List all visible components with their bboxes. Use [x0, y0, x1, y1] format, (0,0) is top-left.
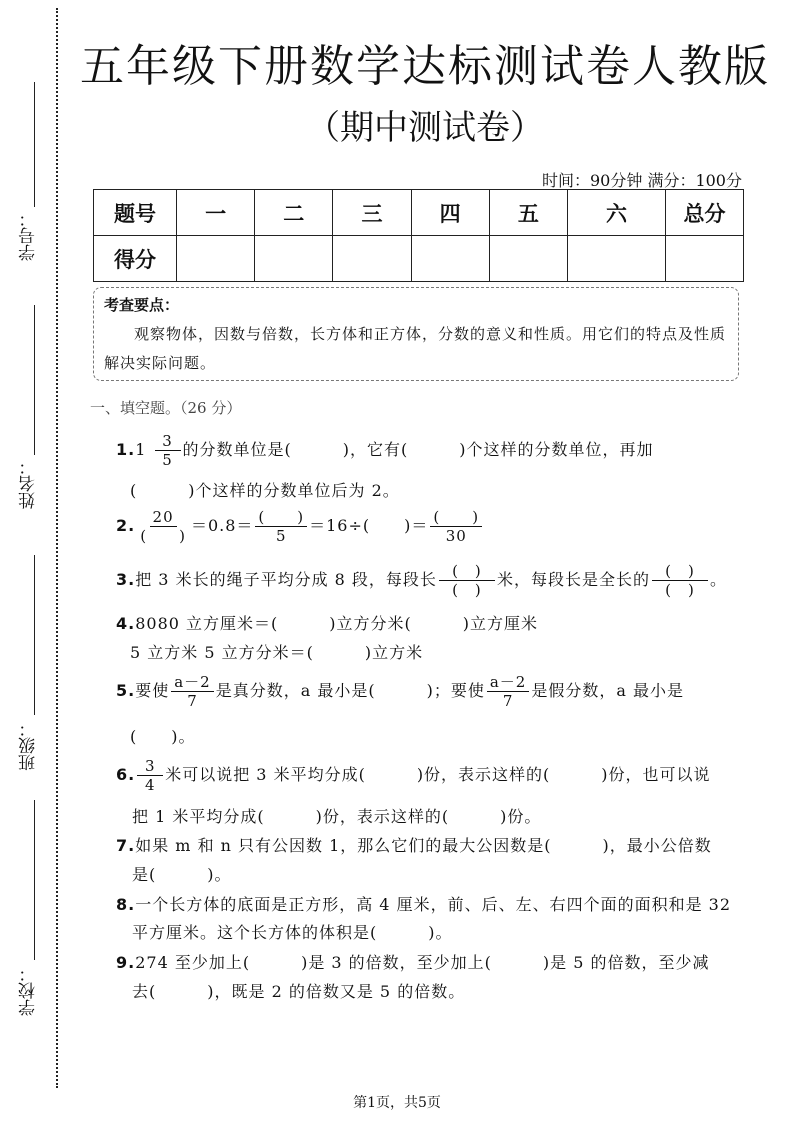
score-value-row — [94, 236, 744, 282]
binding-dotted-line — [56, 8, 58, 1088]
key-points-box — [93, 287, 739, 381]
question-number: 7 — [116, 836, 129, 855]
denominator: 5 — [275, 527, 287, 545]
q4-text-a: 8080 立方厘米＝( )立方分米( )立方厘米 — [135, 614, 538, 633]
q1-fraction — [155, 432, 181, 469]
question-number: 3 — [116, 570, 129, 589]
class-line — [34, 555, 35, 715]
score-cell: 得分 — [94, 236, 177, 282]
question-number: 9 — [116, 953, 129, 972]
denominator: 30 — [445, 527, 467, 545]
score-cell: 二 — [255, 190, 333, 236]
numerator: 3 — [155, 432, 181, 451]
q8-text-b: 平方厘米。这个长方体的体积是( )。 — [132, 923, 453, 942]
page-subtitle: （期中测试卷） — [306, 108, 544, 148]
q2-fraction-3 — [430, 508, 482, 545]
q7-text-b: 是( )。 — [132, 865, 232, 884]
time-info: 时间：90分钟 满分：100分 — [542, 171, 742, 190]
q9-text-a: 274 至少加上( )是 3 的倍数，至少加上( )是 5 的倍数，至少减 — [135, 953, 710, 972]
q3-fraction-1 — [439, 562, 495, 599]
student-id-label: 学号： — [19, 210, 39, 261]
denominator: 7 — [502, 692, 514, 710]
numerator: 3 — [137, 757, 163, 776]
score-cell: 五 — [489, 190, 567, 236]
score-cell: 六 — [568, 190, 666, 236]
q7-text-a: 如果 m 和 n 只有公因数 1，那么它们的最大公因数是( )，最小公倍数 — [135, 836, 712, 855]
numerator: a－2 — [171, 673, 214, 692]
question-8: 8.一个长方体的底面是正方形，高 4 厘米，前、后、左、右四个面的面积和是 32 — [116, 895, 732, 914]
q5-text-d: ( )。 — [130, 727, 196, 746]
q3-fraction-2 — [652, 562, 708, 599]
score-header-row — [94, 190, 744, 236]
q5-text-a: 要使 — [135, 681, 170, 700]
question-2: 2. $\frac{20}{( )}$ ＝0.8＝ $\frac{( )}{5}$ ＝16÷( )＝ $\frac{( )}{30}$ — [116, 508, 484, 545]
question-1: 1.1 $\frac{3}{5}$ 的分数单位是( )，它有( )个这样的分数单位，再加 — [116, 432, 654, 469]
numerator: 20 — [150, 508, 177, 527]
question-6: 6. $\frac{3}{4}$ 米可以说把 3 米平均分成( )份，表示这样的( )份，也可以说 — [116, 757, 711, 794]
q2-fraction-1 — [137, 508, 189, 545]
question-number: 1 — [116, 440, 129, 459]
q9-text-b: 去( )，既是 2 的倍数又是 5 的倍数。 — [132, 982, 466, 1001]
name-label: 姓名： — [19, 458, 39, 509]
q4-text-b: 5 立方米 5 立方分米＝( )立方米 — [130, 643, 424, 662]
score-blank[interactable] — [177, 236, 255, 282]
score-blank[interactable] — [568, 236, 666, 282]
q5-fraction-2 — [487, 673, 530, 710]
numerator: ( ) — [430, 508, 482, 527]
score-cell: 三 — [333, 190, 411, 236]
q2-text-2: ＝16÷( )＝ — [309, 516, 429, 535]
score-blank[interactable] — [333, 236, 411, 282]
numerator: a－2 — [487, 673, 530, 692]
score-table — [93, 189, 744, 282]
q6-fraction — [137, 757, 163, 794]
key-points-text: 观察物体，因数与倍数，长方体和正方体，分数的意义和性质。用它们的特点及性质解决实际问题。 — [104, 325, 727, 372]
key-points-title: 考查要点： — [104, 296, 180, 314]
denominator: ( ) — [665, 581, 695, 599]
q5-text-c: 是假分数，a 最小是 — [531, 681, 684, 700]
question-number: 4 — [116, 614, 129, 633]
page-title: 五年级下册数学达标测试卷人教版 — [80, 41, 770, 92]
name-line — [34, 305, 35, 455]
q5-text-b: 是真分数，a 最小是( )；要使 — [215, 681, 485, 700]
question-7: 7.如果 m 和 n 只有公因数 1，那么它们的最大公因数是( )，最小公倍数 — [116, 836, 712, 855]
score-blank[interactable] — [666, 236, 744, 282]
question-3: 3.把 3 米长的绳子平均分成 8 段，每段长 $\frac{( )}{( )}$ 米，每段长是全长的 $\frac{( )}{( )}$ 。 — [116, 562, 727, 599]
question-number: 5 — [116, 681, 129, 700]
denominator: ( ) — [452, 581, 482, 599]
q2-fraction-2 — [255, 508, 307, 545]
q3-text-b: 米，每段长是全长的 — [496, 570, 650, 589]
score-blank[interactable] — [255, 236, 333, 282]
page-footer: 第1页，共5页 — [353, 1095, 441, 1111]
school-label: 学校： — [19, 965, 39, 1016]
q5-fraction-1 — [171, 673, 214, 710]
numerator: ( ) — [255, 508, 307, 527]
numerator: ( ) — [652, 562, 708, 581]
q1-whole: 1 — [135, 440, 147, 459]
question-number: 8 — [116, 895, 129, 914]
q3-text-c: 。 — [709, 570, 727, 589]
score-cell: 题号 — [94, 190, 177, 236]
section-heading: 一、填空题。（26 分） — [90, 399, 242, 417]
numerator: ( ) — [439, 562, 495, 581]
q1-text-a: 的分数单位是( )，它有( )个这样的分数单位，再加 — [182, 440, 654, 459]
score-blank[interactable] — [489, 236, 567, 282]
denominator: 4 — [144, 776, 156, 794]
q6-text-b: 把 1 米平均分成( )份，表示这样的( )份。 — [132, 807, 542, 826]
q8-text-a: 一个长方体的底面是正方形，高 4 厘米，前、后、左、右四个面的面积和是 32 — [135, 895, 732, 914]
score-cell: 总分 — [666, 190, 744, 236]
q1-text-b: ( )个这样的分数单位后为 2。 — [130, 481, 400, 500]
denominator: 5 — [162, 451, 173, 469]
question-number: 2 — [116, 516, 129, 535]
school-line — [34, 800, 35, 960]
question-4: 4.8080 立方厘米＝( )立方分米( )立方厘米 — [116, 614, 538, 633]
score-blank[interactable] — [411, 236, 489, 282]
score-cell: 一 — [177, 190, 255, 236]
q6-text-a: 米可以说把 3 米平均分成( )份，表示这样的( )份，也可以说 — [165, 765, 711, 784]
q3-text-a: 把 3 米长的绳子平均分成 8 段，每段长 — [135, 570, 437, 589]
q2-text-1: ＝0.8＝ — [190, 516, 254, 535]
score-cell: 四 — [411, 190, 489, 236]
question-9: 9.274 至少加上( )是 3 的倍数，至少加上( )是 5 的倍数，至少减 — [116, 953, 710, 972]
denominator: 7 — [187, 692, 198, 710]
question-5: 5.要使 $\frac{a-2}{7}$ 是真分数，a 最小是( )；要使 $\frac{a-2}{7}$ 是假分数，a 最小是 — [116, 673, 684, 710]
class-label: 班级： — [19, 720, 39, 771]
question-number: 6 — [116, 765, 129, 784]
denominator: ( ) — [140, 527, 186, 545]
